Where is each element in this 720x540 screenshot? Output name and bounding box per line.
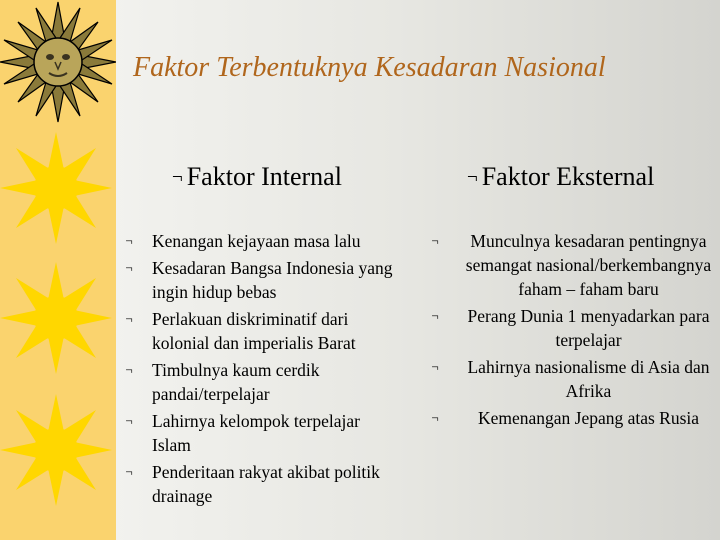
internal-heading-label: Faktor Internal bbox=[186, 162, 342, 191]
star-bullet-icon: ¬ bbox=[431, 359, 439, 374]
list-item: ¬ Munculnya kesadaran pentingnya semangat nasional/berkembangnya faham – faham baru bbox=[428, 229, 720, 301]
star-bullet-icon: ¬ bbox=[431, 308, 439, 323]
external-heading bbox=[467, 162, 654, 192]
internal-heading bbox=[172, 162, 342, 192]
star-bullet-icon: ¬ bbox=[125, 233, 133, 248]
star-bullet-icon: ¬ bbox=[467, 167, 478, 188]
star-bullet-icon: ¬ bbox=[125, 464, 133, 479]
list-item: ¬ Timbulnya kaum cerdik pandai/terpelajar bbox=[122, 358, 402, 406]
star-bullet-icon: ¬ bbox=[125, 311, 133, 326]
external-factor-list bbox=[428, 229, 720, 433]
star-bullet-icon: ¬ bbox=[125, 413, 133, 428]
list-item: ¬ Kenangan kejayaan masa lalu bbox=[122, 229, 402, 253]
list-item: ¬ Lahirnya kelompok terpelajar Islam bbox=[122, 409, 402, 457]
list-item: ¬ Kemenangan Jepang atas Rusia bbox=[428, 406, 720, 430]
internal-factor-list bbox=[122, 229, 402, 511]
list-item: ¬ Perlakuan diskriminatif dari kolonial dan imperialis Barat bbox=[122, 307, 402, 355]
sun-burst-icon bbox=[0, 390, 116, 510]
list-item: ¬ Lahirnya nasionalisme di Asia dan Afrika bbox=[428, 355, 720, 403]
sun-burst-icon bbox=[0, 258, 116, 378]
sun-face-icon bbox=[0, 0, 116, 130]
list-item: ¬ Kesadaran Bangsa Indonesia yang ingin hidup bebas bbox=[122, 256, 402, 304]
slide-title: Faktor Terbentuknya Kesadaran Nasional bbox=[133, 52, 606, 83]
star-bullet-icon: ¬ bbox=[172, 167, 183, 188]
star-bullet-icon: ¬ bbox=[125, 260, 133, 275]
star-bullet-icon: ¬ bbox=[431, 233, 439, 248]
list-item: ¬ Perang Dunia 1 menyadarkan para terpelajar bbox=[428, 304, 720, 352]
star-bullet-icon: ¬ bbox=[431, 410, 439, 425]
external-heading-label: Faktor Eksternal bbox=[481, 162, 655, 191]
sun-burst-icon bbox=[0, 128, 116, 248]
star-bullet-icon: ¬ bbox=[125, 362, 133, 377]
list-item: ¬ Penderitaan rakyat akibat politik drainage bbox=[122, 460, 402, 508]
